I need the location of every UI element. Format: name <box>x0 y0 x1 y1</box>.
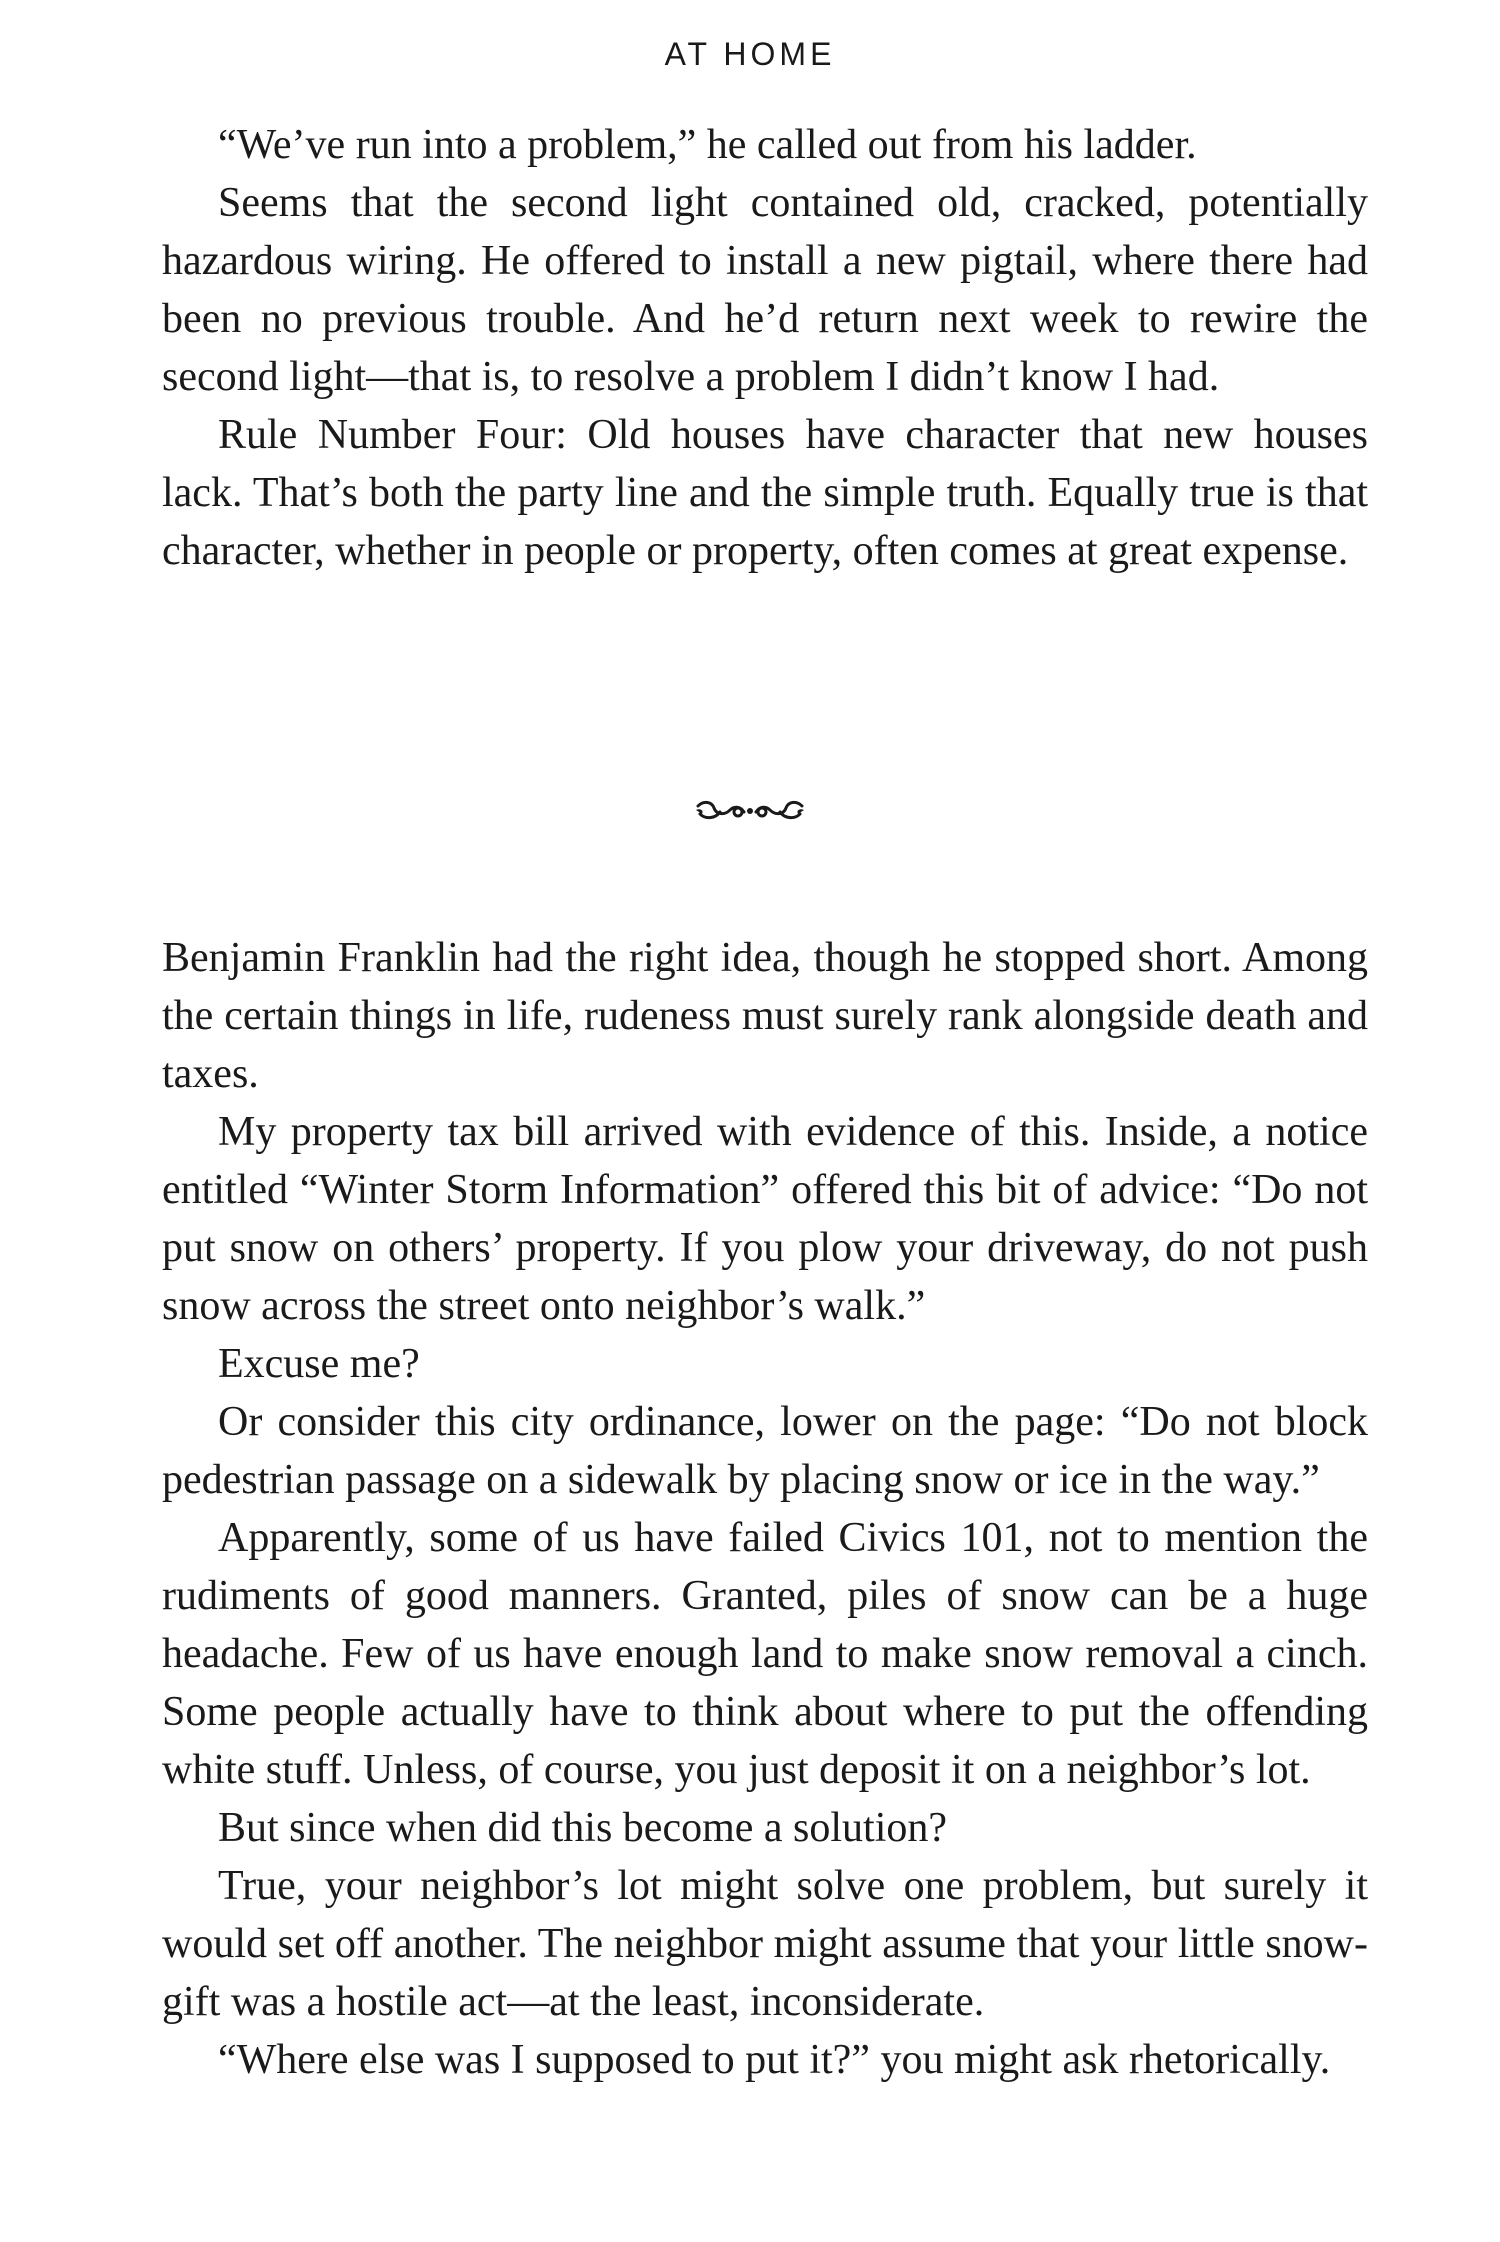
paragraph: Seems that the second light contained old, cracked, potentially hazardous wiring. He offered to install a new pigtail, where there had been no previous trouble. And he’d return next week to rewire the second light—that is, to resolve a problem I didn’t know I had. <box>162 180 1368 400</box>
paragraph: “We’ve run into a problem,” he called out from his ladder. <box>218 122 1197 168</box>
section-2-text <box>162 929 1368 2089</box>
section-1-text <box>162 116 1368 580</box>
paragraph: But since when did this become a solution? <box>218 1805 948 1851</box>
paragraph: Benjamin Franklin had the right idea, though he stopped short. Among the certain things in life, rudeness must surely rank alongside death and taxes. <box>162 935 1368 1097</box>
paragraph: Rule Number Four: Old houses have character that new houses lack. That’s both the party line and the simple truth. Equally true is that character, whether in people or property, often comes at great expense. <box>162 412 1368 574</box>
paragraph: Apparently, some of us have failed Civics 101, not to mention the rudiments of good manners. Granted, piles of snow can be a huge headache. Few of us have enough land to make snow removal a cinch. Some people actually have to think about where to put the offending white stuff. Unless, of course, you just deposit it on a neighbor’s lot. <box>162 1515 1368 1793</box>
running-head: AT HOME <box>664 36 836 72</box>
paragraph: Or consider this city ordinance, lower on the page: “Do not block pedestrian passage on a sidewalk by placing snow or ice in the way.” <box>162 1399 1368 1503</box>
paragraph: My property tax bill arrived with evidence of this. Inside, a notice entitled “Winter Storm Information” offered this bit of advice: “Do not put snow on others’ property. If you plow your driveway, do not push snow across the street onto neighbor’s walk.” <box>162 1109 1368 1329</box>
paragraph: Excuse me? <box>218 1341 420 1387</box>
paragraph: “Where else was I supposed to put it?” you might ask rhetorically. <box>218 2037 1331 2083</box>
paragraph: True, your neighbor’s lot might solve one problem, but surely it would set off another. The neighbor might assume that your little snow-gift was a hostile act—at the least, inconsiderate. <box>162 1863 1368 2025</box>
fleuron-ornament-icon <box>694 796 806 826</box>
section-break <box>0 796 1500 831</box>
